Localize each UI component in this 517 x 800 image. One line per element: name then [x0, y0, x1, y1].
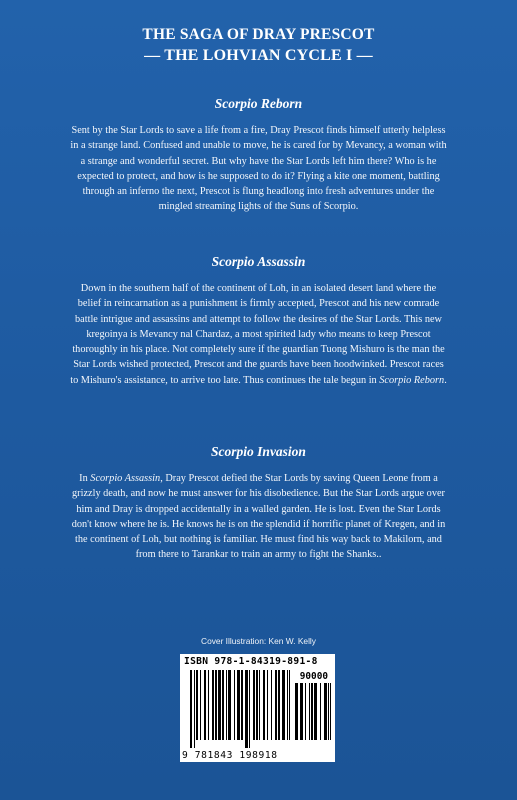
barcode-bar — [200, 670, 201, 740]
barcode-bar — [215, 670, 217, 740]
barcode-bar — [289, 670, 290, 740]
barcode-bar — [278, 670, 280, 740]
body-italic: Scorpio Reborn — [379, 374, 445, 386]
barcode-bar — [263, 670, 265, 740]
barcode-bar — [241, 670, 243, 740]
barcode-bar — [324, 683, 327, 740]
barcode-bar — [259, 670, 260, 740]
barcode-bar — [226, 670, 227, 740]
section-title: Scorpio Invasion — [211, 444, 306, 459]
barcode-bar — [245, 670, 248, 748]
barcode-main-bars — [190, 670, 290, 748]
barcode-bar — [295, 683, 298, 740]
barcode-bar — [212, 670, 214, 740]
barcode-bar — [237, 670, 240, 740]
section-body — [68, 281, 449, 388]
barcode-bar — [282, 670, 285, 740]
cycle-title: — THE LOHVIAN CYCLE I — — [144, 47, 373, 64]
barcode-bar — [234, 670, 235, 740]
body-text: Down in the southern half of the continent of Loh, in an isolated desert land where the belief in reincarnation as a punishment is firmly accepted, Prescot and his new comrade battle intrigue and assassins and attempt to follow the desires of the Star Lords. This new kregoinya is Mevancy nal Chardaz, a most spirited lady who means to keep Prescot thoroughly in his place. Not completely sure if the guardian Tuong Mishuro is the man the Star Lords wished protected, Prescot and the guards have been hoodwinked. Prescot races to Mishuro's assistance, to arrive too late. Thus continues the tale begun in — [70, 283, 445, 386]
barcode-bar — [228, 670, 231, 740]
barcode-bar — [314, 683, 317, 740]
barcode-bar — [222, 670, 224, 740]
series-title: THE SAGA OF DRAY PRESCOT — [142, 26, 375, 43]
body-text: In — [79, 473, 91, 484]
barcode-bar — [204, 670, 206, 740]
body-text: , Dray Prescot defied the Star Lords by saving Queen Leone from a grizzly death, and now he must answer for his disobedience. But the Star Lords argue over him and Dray is dropped accidentally in a walled garden. He is lost. Even the Star Lords don't know where he is. He knows he is on the splendid if horrific planet of Kregen, and in the continent of Loh, but nothing is familiar. He must find his way back to Makilorn, and from there to Tarankar to train an army to fight the Shanks.. — [71, 473, 446, 561]
barcode-bar — [311, 683, 313, 740]
isbn-barcode — [180, 654, 335, 762]
body-text: . — [444, 374, 447, 386]
section-body: Sent by the Star Lords to save a life from a fire, Dray Prescot finds himself utterly helpless in a strange land. Confused and unable to move, he is cared for by Mevancy, a woman with a strange and wonderful secret. But why have the Star Lords left him there? Who is he expected to protect, and how is he supposed to do it? Flying a kite one moment, battling through an inferno the next, Prescot is flung headlong into fresh adventures under the mingled streaming lights of the Suns of Scorpio. — [70, 125, 447, 213]
barcode-bar — [305, 683, 306, 740]
barcode-bar — [190, 670, 192, 748]
barcode-bar — [328, 683, 329, 740]
price-code: 90000 — [299, 671, 328, 682]
barcode-bar — [330, 683, 331, 740]
barcode-bar — [271, 670, 272, 740]
section-scorpio-invasion — [68, 443, 449, 563]
section-title: Scorpio Reborn — [214, 96, 303, 111]
barcode-bar — [287, 670, 288, 740]
section-title: Scorpio Assassin — [211, 254, 306, 269]
ean-number: 9 781843 198918 — [182, 750, 278, 761]
barcode-bar — [218, 670, 221, 740]
barcode-bar — [208, 670, 209, 740]
barcode-bar — [194, 670, 195, 748]
barcode-bar — [309, 683, 310, 740]
body-italic: Scorpio Assassin — [90, 473, 161, 484]
barcode-bar — [256, 670, 258, 740]
barcode-bar — [249, 670, 250, 748]
cover-illustration-credit: Cover Illustration: Ken W. Kelly — [201, 636, 316, 646]
barcode-bar — [253, 670, 255, 740]
isbn-number: ISBN 978-1-84319-891-8 — [184, 656, 318, 667]
section-scorpio-assassin — [68, 253, 449, 388]
series-header — [0, 24, 517, 66]
barcode-bar — [267, 670, 268, 740]
barcode-bar — [320, 683, 321, 740]
barcode-bar — [275, 670, 277, 740]
barcode-addon-bars — [295, 683, 331, 748]
barcode-bar — [196, 670, 198, 740]
barcode-bar — [300, 683, 303, 740]
section-scorpio-reborn — [68, 95, 449, 215]
section-body — [68, 471, 449, 563]
